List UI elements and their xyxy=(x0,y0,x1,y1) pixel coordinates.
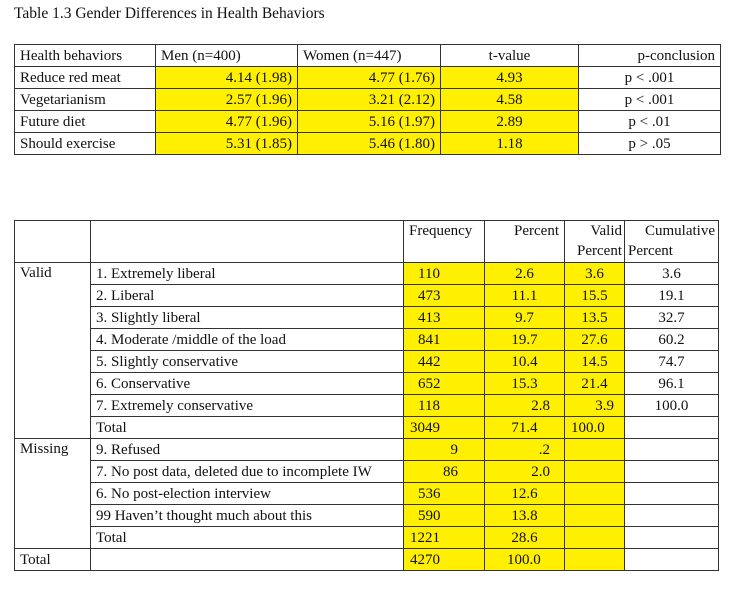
table-row xyxy=(15,263,719,285)
header-valid-line2: Percent xyxy=(577,243,622,259)
valid-percent-cell xyxy=(565,461,625,483)
frequency-cell: 442 xyxy=(404,351,485,373)
cumulative-percent-cell: 96.1 xyxy=(625,373,719,395)
cumulative-percent-cell: 100.0 xyxy=(625,395,719,417)
header-frequency: Frequency xyxy=(404,221,485,263)
frequency-cell: 4270 xyxy=(404,549,485,571)
valid-percent-cell: 13.5 xyxy=(565,307,625,329)
cumulative-percent-cell: 32.7 xyxy=(625,307,719,329)
women-cell: 3.21 (2.12) xyxy=(298,89,441,111)
percent-cell: .2 xyxy=(485,439,565,461)
frequency-cell: 86 xyxy=(404,461,485,483)
cumulative-percent-cell: 19.1 xyxy=(625,285,719,307)
women-cell: 4.77 (1.76) xyxy=(298,67,441,89)
percent-cell: 10.4 xyxy=(485,351,565,373)
men-cell: 4.14 (1.98) xyxy=(156,67,298,89)
percent-cell: 11.1 xyxy=(485,285,565,307)
frequency-cell: 1221 xyxy=(404,527,485,549)
category-cell: 99 Haven’t thought much about this xyxy=(91,505,404,527)
cumulative-percent-cell xyxy=(625,483,719,505)
behavior-cell: Future diet xyxy=(15,111,156,133)
cumulative-percent-cell xyxy=(625,505,719,527)
header-women: Women (n=447) xyxy=(298,45,441,67)
group-label-valid: Valid xyxy=(15,263,91,439)
category-cell: Total xyxy=(91,527,404,549)
p-conclusion-cell: p > .05 xyxy=(579,133,721,155)
valid-percent-cell xyxy=(565,549,625,571)
cumulative-percent-cell xyxy=(625,527,719,549)
category-cell: 1. Extremely liberal xyxy=(91,263,404,285)
category-cell: 7. No post data, deleted due to incomplete IW xyxy=(91,461,404,483)
table-row xyxy=(15,373,719,395)
table-row-total xyxy=(15,527,719,549)
category-cell: 5. Slightly conservative xyxy=(91,351,404,373)
category-cell: 3. Slightly liberal xyxy=(91,307,404,329)
percent-cell: 28.6 xyxy=(485,527,565,549)
frequency-cell: 110 xyxy=(404,263,485,285)
frequency-cell: 118 xyxy=(404,395,485,417)
frequency-cell: 536 xyxy=(404,483,485,505)
header-t-value: t-value xyxy=(441,45,579,67)
p-conclusion-cell: p < .001 xyxy=(579,67,721,89)
table-row xyxy=(15,439,719,461)
p-conclusion-cell: p < .001 xyxy=(579,89,721,111)
cumulative-percent-cell xyxy=(625,439,719,461)
group-label-missing: Missing xyxy=(15,439,91,549)
table-row xyxy=(15,505,719,527)
table-row xyxy=(15,133,721,155)
percent-cell: 12.6 xyxy=(485,483,565,505)
health-behaviors-table xyxy=(14,44,721,155)
valid-percent-cell xyxy=(565,527,625,549)
category-cell: 7. Extremely conservative xyxy=(91,395,404,417)
frequency-cell: 473 xyxy=(404,285,485,307)
t-value-cell: 1.18 xyxy=(441,133,579,155)
valid-percent-cell: 14.5 xyxy=(565,351,625,373)
header-cumulative-percent xyxy=(625,221,719,263)
header-valid-percent xyxy=(565,221,625,263)
frequency-cell: 652 xyxy=(404,373,485,395)
behavior-cell: Vegetarianism xyxy=(15,89,156,111)
table-row xyxy=(15,285,719,307)
men-cell: 2.57 (1.96) xyxy=(156,89,298,111)
header-cumulative-line2: Percent xyxy=(628,243,673,259)
frequency-table xyxy=(14,220,719,571)
valid-percent-cell: 15.5 xyxy=(565,285,625,307)
percent-cell: 2.6 xyxy=(485,263,565,285)
header-men: Men (n=400) xyxy=(156,45,298,67)
valid-percent-cell xyxy=(565,483,625,505)
cumulative-percent-cell xyxy=(625,549,719,571)
valid-percent-cell xyxy=(565,439,625,461)
valid-percent-cell: 3.9 xyxy=(565,395,625,417)
category-cell: 6. Conservative xyxy=(91,373,404,395)
table-row xyxy=(15,111,721,133)
table-row xyxy=(15,395,719,417)
table-title: Table 1.3 Gender Differences in Health Behaviors xyxy=(14,5,325,22)
category-cell: Total xyxy=(91,417,404,439)
women-cell: 5.16 (1.97) xyxy=(298,111,441,133)
table-header-row xyxy=(15,45,721,67)
table-row xyxy=(15,461,719,483)
category-cell: 2. Liberal xyxy=(91,285,404,307)
table-row xyxy=(15,351,719,373)
frequency-cell: 413 xyxy=(404,307,485,329)
header-category-blank xyxy=(91,221,404,263)
percent-cell: 2.0 xyxy=(485,461,565,483)
p-conclusion-cell: p < .01 xyxy=(579,111,721,133)
table-row xyxy=(15,89,721,111)
header-cumulative-line1: Cumulative xyxy=(645,223,715,239)
t-value-cell: 4.93 xyxy=(441,67,579,89)
frequency-cell: 3049 xyxy=(404,417,485,439)
frequency-cell: 590 xyxy=(404,505,485,527)
valid-percent-cell: 3.6 xyxy=(565,263,625,285)
table-row-total xyxy=(15,417,719,439)
valid-percent-cell: 21.4 xyxy=(565,373,625,395)
frequency-cell: 9 xyxy=(404,439,485,461)
cumulative-percent-cell: 60.2 xyxy=(625,329,719,351)
cumulative-percent-cell: 3.6 xyxy=(625,263,719,285)
percent-cell: 19.7 xyxy=(485,329,565,351)
valid-percent-cell: 27.6 xyxy=(565,329,625,351)
percent-cell: 2.8 xyxy=(485,395,565,417)
percent-cell: 71.4 xyxy=(485,417,565,439)
behavior-cell: Should exercise xyxy=(15,133,156,155)
table-row-grand-total xyxy=(15,549,719,571)
header-valid-line1: Valid xyxy=(590,223,622,239)
percent-cell: 15.3 xyxy=(485,373,565,395)
table-row xyxy=(15,329,719,351)
percent-cell: 13.8 xyxy=(485,505,565,527)
t-value-cell: 4.58 xyxy=(441,89,579,111)
header-group-blank xyxy=(15,221,91,263)
category-cell: 4. Moderate /middle of the load xyxy=(91,329,404,351)
percent-cell: 100.0 xyxy=(485,549,565,571)
cumulative-percent-cell: 74.7 xyxy=(625,351,719,373)
table-header-row xyxy=(15,221,719,263)
category-cell: 9. Refused xyxy=(91,439,404,461)
behavior-cell: Reduce red meat xyxy=(15,67,156,89)
men-cell: 4.77 (1.96) xyxy=(156,111,298,133)
valid-percent-cell xyxy=(565,505,625,527)
grand-total-label: Total xyxy=(15,549,91,571)
women-cell: 5.46 (1.80) xyxy=(298,133,441,155)
table-row xyxy=(15,483,719,505)
cumulative-percent-cell xyxy=(625,461,719,483)
category-cell: 6. No post-election interview xyxy=(91,483,404,505)
header-p-conclusion: p-conclusion xyxy=(579,45,721,67)
percent-cell: 9.7 xyxy=(485,307,565,329)
men-cell: 5.31 (1.85) xyxy=(156,133,298,155)
cumulative-percent-cell xyxy=(625,417,719,439)
header-health-behaviors: Health behaviors xyxy=(15,45,156,67)
category-cell-blank xyxy=(91,549,404,571)
table-row xyxy=(15,307,719,329)
header-percent: Percent xyxy=(485,221,565,263)
table-row xyxy=(15,67,721,89)
t-value-cell: 2.89 xyxy=(441,111,579,133)
valid-percent-cell: 100.0 xyxy=(565,417,625,439)
frequency-cell: 841 xyxy=(404,329,485,351)
